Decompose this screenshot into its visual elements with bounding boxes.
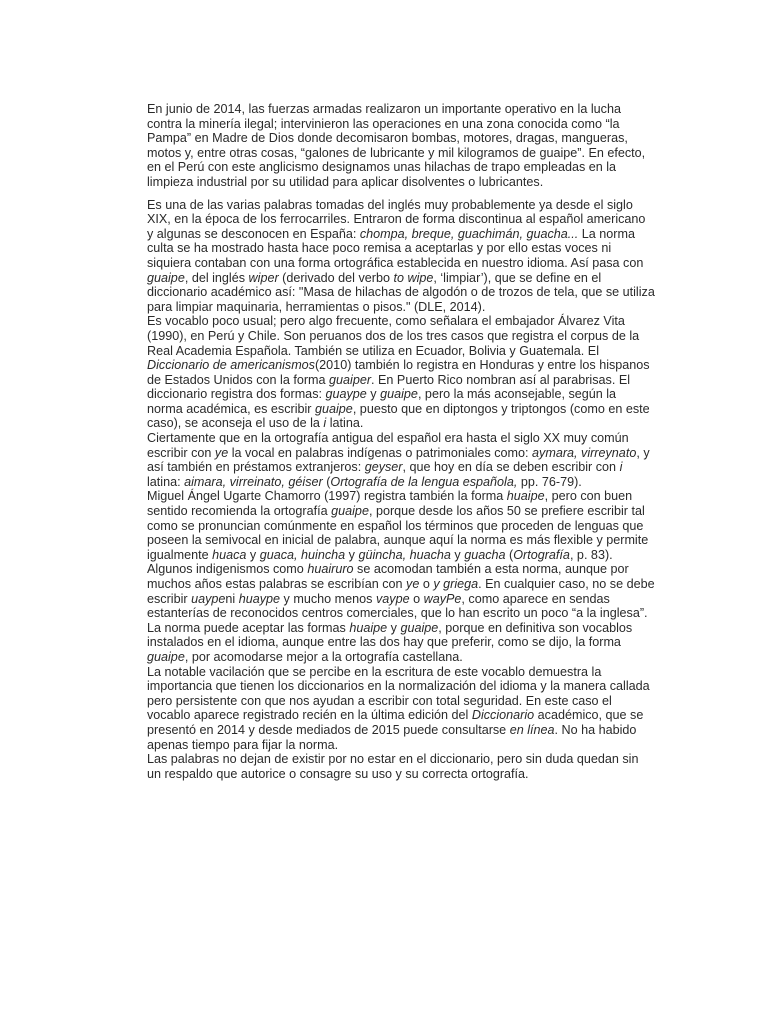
text-run: , p. 83).	[569, 547, 613, 562]
italic-text: vaype	[375, 591, 410, 606]
italic-text: huairuro	[307, 562, 354, 577]
text-run: Algunos indigenismos como	[147, 562, 308, 577]
italic-text: i	[323, 416, 327, 431]
text-run: o	[409, 591, 424, 606]
text-run: y	[345, 547, 359, 562]
paragraph	[147, 198, 655, 315]
text-run: , y así también en préstamos extranjeros:	[147, 445, 650, 475]
paragraph	[147, 489, 655, 562]
text-run: , que hoy en día se deben escribir con	[402, 460, 620, 475]
text-run: (	[322, 474, 331, 489]
italic-text: i	[619, 460, 623, 475]
text-run: (2010) también lo registra en Honduras y entre los hispanos de Estados Unidos con la forma	[147, 358, 650, 387]
italic-text: geyser	[364, 460, 403, 475]
text-run: , porque desde los años 50 se prefiere escribir tal como se pronuncian comúnmente en español los términos que proceden de lenguas que poseen la semivocal en inicial de palabra, aunque aquí la norma es más flexible y permite igualmente	[147, 504, 649, 562]
text-run: En junio de 2014, las fuerzas armadas realizaron un importante operativo en la lucha contra la minería ilegal; intervinieron las operaciones en una zona conocida como “la Pampa” en Madre de Dios donde decomisaron bombas, motores, dragas, mangueras, motos y, entre otras cosas, “galones de lubricante y mil kilogramos de guaipe”. En efecto, en el Perú con este anglicismo designamos unas hilachas de trapo empleadas en la limpieza industrial por su utilidad para aplicar disolventes o lubricantes.	[147, 102, 646, 189]
italic-text: guaipe	[147, 649, 185, 664]
text-run: o	[419, 577, 434, 591]
text-run: La notable vacilación que se percibe en la escritura de este vocablo demuestra la importancia que tienen los diccionarios en la normalización del idioma y la manera callada pero persistente con que nos ayudan a escribir con total seguridad. En este caso el vocablo aparece registrado recién en la última edición del	[147, 664, 650, 723]
text-run: Ciertamente que en la ortografía antigua del español era hasta el siglo XX muy común escribir con	[147, 431, 629, 460]
text-run: Es una de las varias palabras tomadas del inglés muy probablemente ya desde el siglo XIX, en la época de los ferrocarriles. Entraron de forma discontinua al español americano y algunas se desconocen en España:	[147, 197, 646, 241]
italic-text: ye	[406, 577, 420, 591]
italic-text: huaipe	[349, 620, 388, 635]
italic-text: huaca	[212, 547, 247, 562]
italic-text: guaiper	[329, 372, 372, 387]
italic-text: guaipe	[400, 620, 439, 635]
text-run: , porque en definitiva son vocablos instalados en el idioma, aunque entre las dos hay que preferir, como se dijo, la forma	[147, 620, 633, 650]
italic-text: wiper	[248, 270, 279, 285]
text-run: , del inglés	[184, 270, 249, 285]
italic-text: uaype	[191, 591, 226, 606]
text-run: Miguel Ángel Ugarte Chamorro (1997) registra también la forma	[147, 489, 507, 504]
text-run: . No ha habido apenas tiempo para fijar la norma.	[147, 722, 637, 752]
text-run: (	[505, 547, 514, 562]
text-run: , pero la más aconsejable, según la norma académica, es escribir	[147, 387, 617, 416]
text-run: Es vocablo poco usual; pero algo frecuente, como señalara el embajador Álvarez Vita (1990), en Perú y Chile. Son peruanos dos de los tres casos que registra el corpus de la Real Academia Española. También se utiliza en Ecuador, Bolivia y Guatemala. El	[147, 314, 640, 358]
text-run: se acomodan también a esta norma, aunque por muchos años estas palabras se escribían con	[147, 562, 629, 591]
text-run: . En Puerto Rico nombran así al parabrisas. El diccionario registra dos formas:	[147, 372, 631, 402]
text-run: , como aparece en sendas estanterías de reconocidos centros comerciales, que lo han escrito un poco “a la inglesa”. La norma puede aceptar las formas	[147, 591, 648, 635]
italic-text: guaipe	[380, 387, 418, 402]
text-run: académico, que se presentó en 2014 y desde mediados de 2015 puede consultarse	[147, 708, 644, 737]
italic-text: guaipe	[314, 401, 353, 416]
article-body	[147, 102, 655, 781]
text-run: latina.	[326, 416, 364, 431]
paragraph	[147, 562, 655, 664]
italic-text: Diccionario de americanismos	[147, 358, 315, 373]
text-run: y	[366, 387, 381, 402]
text-run: , ‘limpiar’), que se define en el diccionario académico así: "Masa de hilachas de algodón o de trozos de tela, que se utiliza para limpiar maquinaria, herramientas o pisos." (DLE, 2014).	[147, 270, 655, 314]
italic-text: guaype	[325, 387, 367, 402]
italic-text: ye	[214, 445, 229, 460]
italic-text: en línea	[509, 722, 555, 737]
paragraph	[147, 752, 655, 781]
paragraph	[147, 314, 655, 431]
italic-text: Diccionario	[471, 708, 535, 723]
text-run: ni	[225, 591, 239, 606]
text-run: , por acomodarse mejor a la ortografía castellana.	[184, 649, 463, 664]
text-run: La norma culta se ha mostrado hasta hace poco remisa a aceptarlas y por ello estas voces ni siquiera contaban con una forma ortográfica establecida en nuestro idioma. Así pasa con	[147, 226, 644, 270]
text-run: la vocal en palabras indígenas o patrimoniales como:	[228, 445, 533, 460]
italic-text: aymara, virreynato	[532, 445, 637, 460]
italic-text: to wipe	[393, 270, 434, 285]
italic-text: huaipe	[506, 489, 545, 504]
text-run: (derivado del verbo	[278, 270, 394, 285]
text-run: pp. 76-79).	[517, 474, 582, 489]
paragraph	[147, 431, 655, 489]
text-run: y	[387, 620, 401, 635]
paragraph	[147, 665, 655, 753]
text-run: . En cualquier caso, no se debe escribir	[147, 577, 655, 606]
italic-text: guaipe	[147, 270, 185, 285]
text-run: , pero con buen sentido recomienda la ortografía	[147, 489, 633, 519]
italic-text: guacha	[464, 547, 506, 562]
text-run: , puesto que en diptongos y triptongos (como en este caso), se aconseja el uso de la	[147, 401, 650, 431]
italic-text: huaype	[238, 591, 281, 606]
italic-text: y griega	[433, 577, 479, 591]
italic-text: aimara, virreinato, géiser	[184, 474, 323, 489]
italic-text: Ortografía	[513, 547, 570, 562]
text-run: Las palabras no dejan de existir por no estar en el diccionario, pero sin duda quedan sin un respaldo que autorice o consagre su uso y su correcta ortografía.	[147, 752, 639, 781]
paragraph	[147, 102, 655, 190]
italic-text: guaca, huincha	[259, 547, 346, 562]
text-run: latina:	[147, 474, 185, 489]
text-run: y	[450, 547, 465, 562]
italic-text: guaipe	[331, 504, 369, 519]
italic-text: Ortografía de la lengua española,	[330, 474, 518, 489]
text-run: y	[246, 547, 260, 562]
italic-text: güincha, huacha	[358, 547, 451, 562]
italic-text: chompa, breque, guachimán, guacha...	[359, 226, 579, 241]
italic-text: wayPe	[423, 591, 462, 606]
text-run: y mucho menos	[280, 591, 376, 606]
